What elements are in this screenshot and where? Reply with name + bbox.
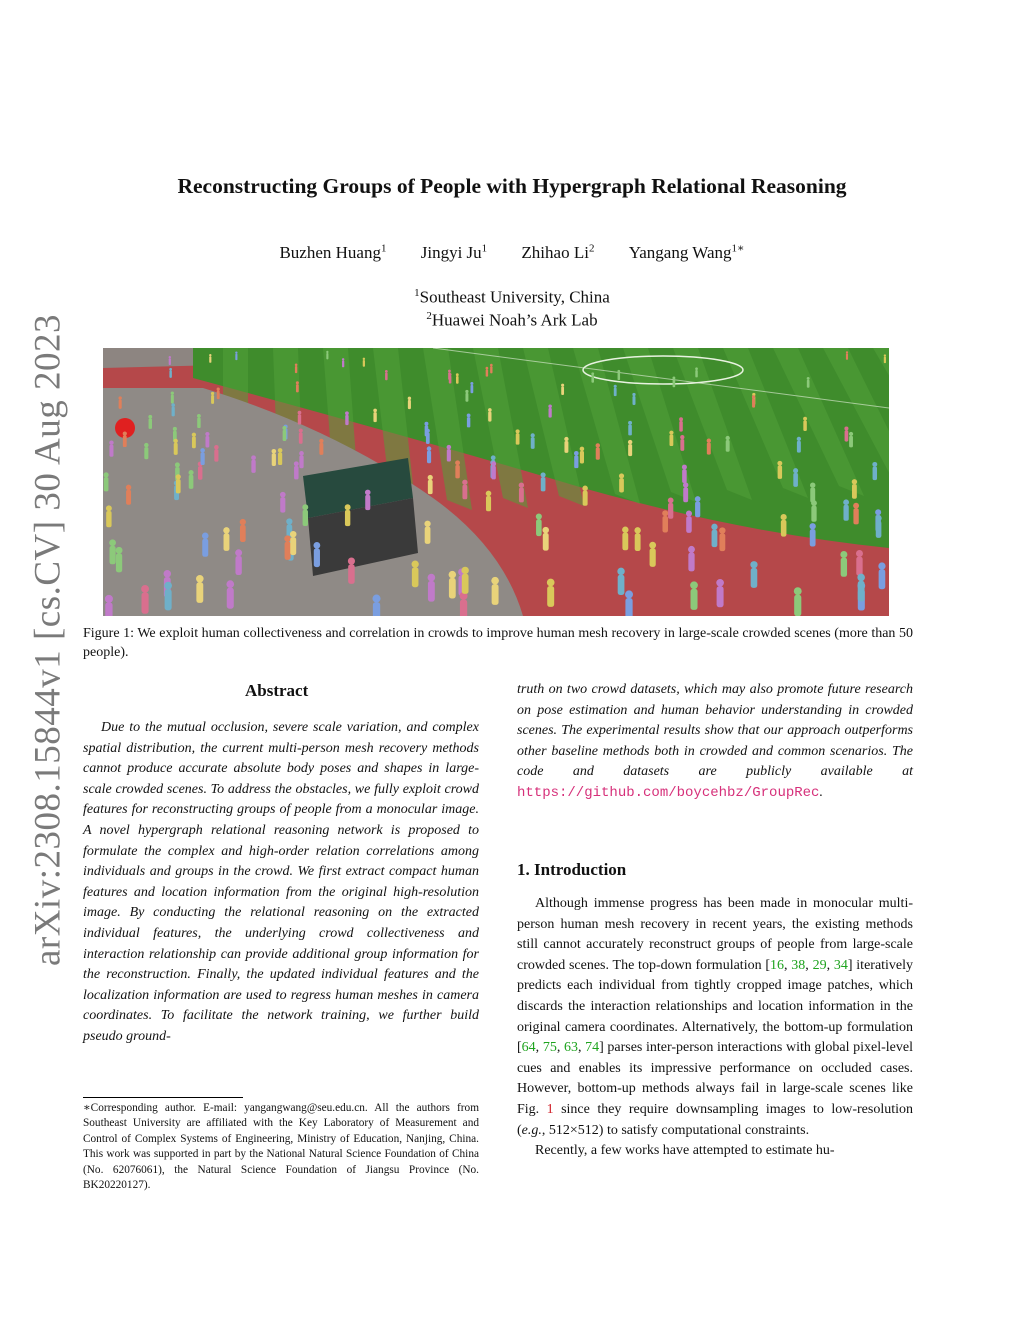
- citation-link[interactable]: 75: [542, 1040, 557, 1056]
- introduction-body: [517, 894, 913, 1162]
- citation-link[interactable]: 16: [770, 957, 785, 973]
- code-link[interactable]: https://github.com/boycehbz/GroupRec: [517, 784, 820, 801]
- paragraph: Recently, a few works have attempted to estimate hu-: [535, 1143, 835, 1159]
- footnote: ∗Corresponding author. E-mail: yangangwang@seu.edu.cn. All the authors from Southeast University are affiliated with the Key Laboratory of Measurement and Control of Complex Systems of Engineering, Ministry of Education, Nanjing, China. This work was supported in part by the National Natural Science Foundation of China (No. 62076061), the Natural Science Foundation of Jiangsu Province (No. BK20220127).: [83, 1102, 479, 1192]
- abstract-body: Due to the mutual occlusion, severe scale variation, and complex spatial distribution, the current multi-person mesh recovery methods cannot produce accurate absolute body poses and shapes in large-scale crowded scenes. To address the obstacles, we fully exploit crowd features for reconstructing groups of people from a monocular image. A novel hypergraph relational reasoning network is proposed to formulate the complex and high-order relation correlations among individuals and groups in the crowd. We first extract compact human features and location information from the original high-resolution image. By conducting the relational reasoning on the extracted individual features, the underlying crowd collectiveness and interaction relationship can provide additional group information for the reconstruction. Finally, the updated individual features and the localization information are used to regress human meshes in camera coordinates. To facilitate the network training, we further build pseudo ground-: [83, 720, 479, 1044]
- arxiv-stamp: arXiv:2308.15844v1 [cs.CV] 30 Aug 2023: [27, 313, 69, 967]
- footnote-divider: [83, 1097, 243, 1098]
- crowd-scene-image: [103, 348, 889, 616]
- author-name: Yangang Wang$^{1∗}$: [628, 242, 745, 262]
- citation-link[interactable]: 29: [812, 957, 827, 973]
- author-name: Zhihao Li$^2$: [521, 242, 595, 262]
- citation-link[interactable]: 34: [833, 957, 848, 973]
- citation-link[interactable]: 63: [563, 1040, 578, 1056]
- abstract-body-continued: truth on two crowd datasets, which may also promote future research on pose estimation and human behavior understanding in crowded scenes. The experimental results show that our approach outperforms other baseline methods both in crowded and common scenarios. The code and datasets are publicly available at https://github.com/boycehbz/GroupRec.: [517, 682, 913, 801]
- paragraph: Although immense progress has been made in monocular multi-person human mesh recovery in recent years, the existing methods still cannot accurately reconstruct groups of people from large-scale crowded scenes. The top-down formulation [16, 38, 29, 34] iteratively predicts each individual from tightly cropped image patches, which discards the interaction relationships and location information in the original camera coordinates. Alternatively, the bottom-up formulation [64, 75, 63, 74] parses inter-person interactions with global pixel-level cues and enables its impressive performance on occluded cases. However, bottom-up methods always fail in large-scale scenes like Fig. 1 since they require downsampling images to low-resolution (e.g., 512×512) to satisfy computational constraints.: [517, 896, 914, 1138]
- author-name: Buzhen Huang$^1$: [279, 242, 387, 262]
- teaser-figure: [103, 348, 889, 616]
- affiliation: $^1$Southeast University, China: [414, 287, 610, 307]
- introduction-heading: 1. Introduction: [517, 860, 627, 879]
- abstract-heading: Abstract: [245, 681, 309, 700]
- figure-reference-link[interactable]: 1: [546, 1101, 554, 1117]
- figure-caption: Figure 1: We exploit human collectiveness and correlation in crowds to improve human mesh recovery in large-scale crowded scenes (more than 50 people).: [83, 626, 913, 660]
- affiliation: $^2$Huawei Noah’s Ark Lab: [426, 310, 598, 330]
- citation-link[interactable]: 64: [521, 1040, 536, 1056]
- author-name: Jingyi Ju$^1$: [420, 242, 488, 262]
- author-list: [0, 241, 1024, 263]
- paper-title: Reconstructing Groups of People with Hypergraph Relational Reasoning: [177, 174, 847, 198]
- citation-link[interactable]: 74: [585, 1040, 600, 1056]
- citation-link[interactable]: 38: [791, 957, 806, 973]
